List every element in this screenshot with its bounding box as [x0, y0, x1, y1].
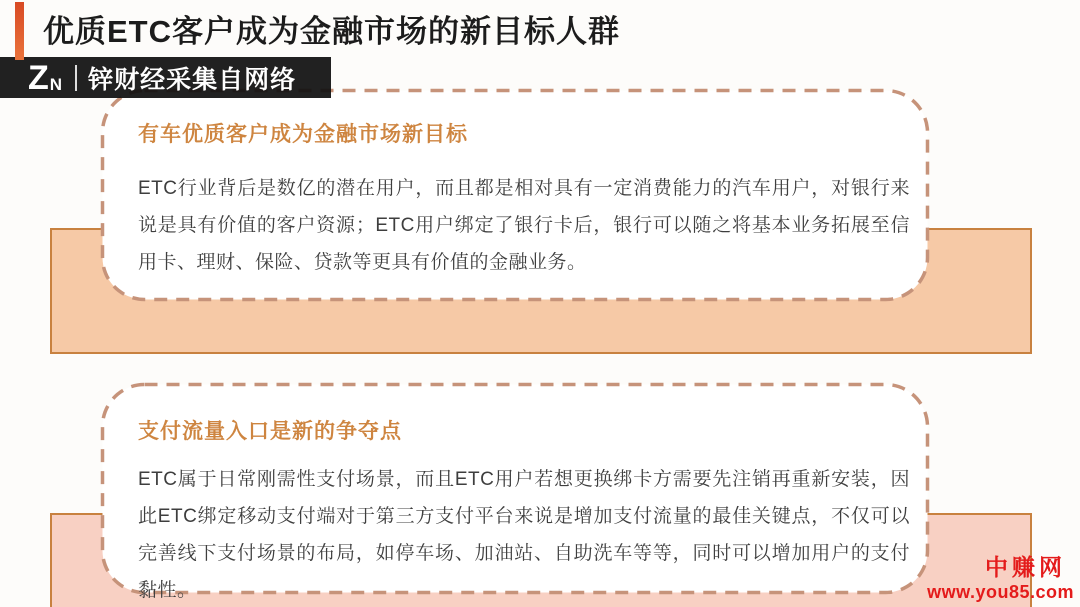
- watermark-label: 锌财经采集自网络: [88, 65, 297, 94]
- zn-logo-n: N: [49, 74, 63, 94]
- footer-watermark: [927, 549, 1074, 603]
- watermark-divider: [75, 65, 77, 91]
- footer-site-url: www.you85.com: [927, 582, 1074, 602]
- zn-logo: [28, 58, 63, 97]
- page-title: 优质ETC客户成为金融市场的新目标人群: [43, 14, 620, 49]
- card-2-body: ETC属于日常刚需性支付场景，而且ETC用户若想更换绑卡方需要先注销再重新安装，因此ETC绑定移动支付端对于第三方支付平台来说是增加支付流量的最佳关键点，不仅可以完善线下支付场景的布局，如停车场、加油站、自助洗车等等，同时可以增加用户的支付黏性。: [138, 469, 910, 601]
- title-accent-bar: [15, 2, 24, 60]
- card-payment-traffic: [100, 382, 930, 601]
- card-1-title: 有车优质客户成为金融市场新目标: [138, 123, 468, 146]
- source-watermark-bar: [0, 57, 331, 98]
- zn-logo-z: Z: [28, 58, 49, 97]
- footer-site-name: 中赚网: [985, 554, 1066, 580]
- card-auto-customers: [100, 88, 930, 302]
- card-2-title: 支付流量入口是新的争夺点: [138, 420, 402, 443]
- card-1-body: ETC行业背后是数亿的潜在用户，而且都是相对具有一定消费能力的汽车用户，对银行来说是具有价值的客户资源；ETC用户绑定了银行卡后，银行可以随之将基本业务拓展至信用卡、理财、保险、贷款等更具有价值的金融业务。: [138, 178, 910, 273]
